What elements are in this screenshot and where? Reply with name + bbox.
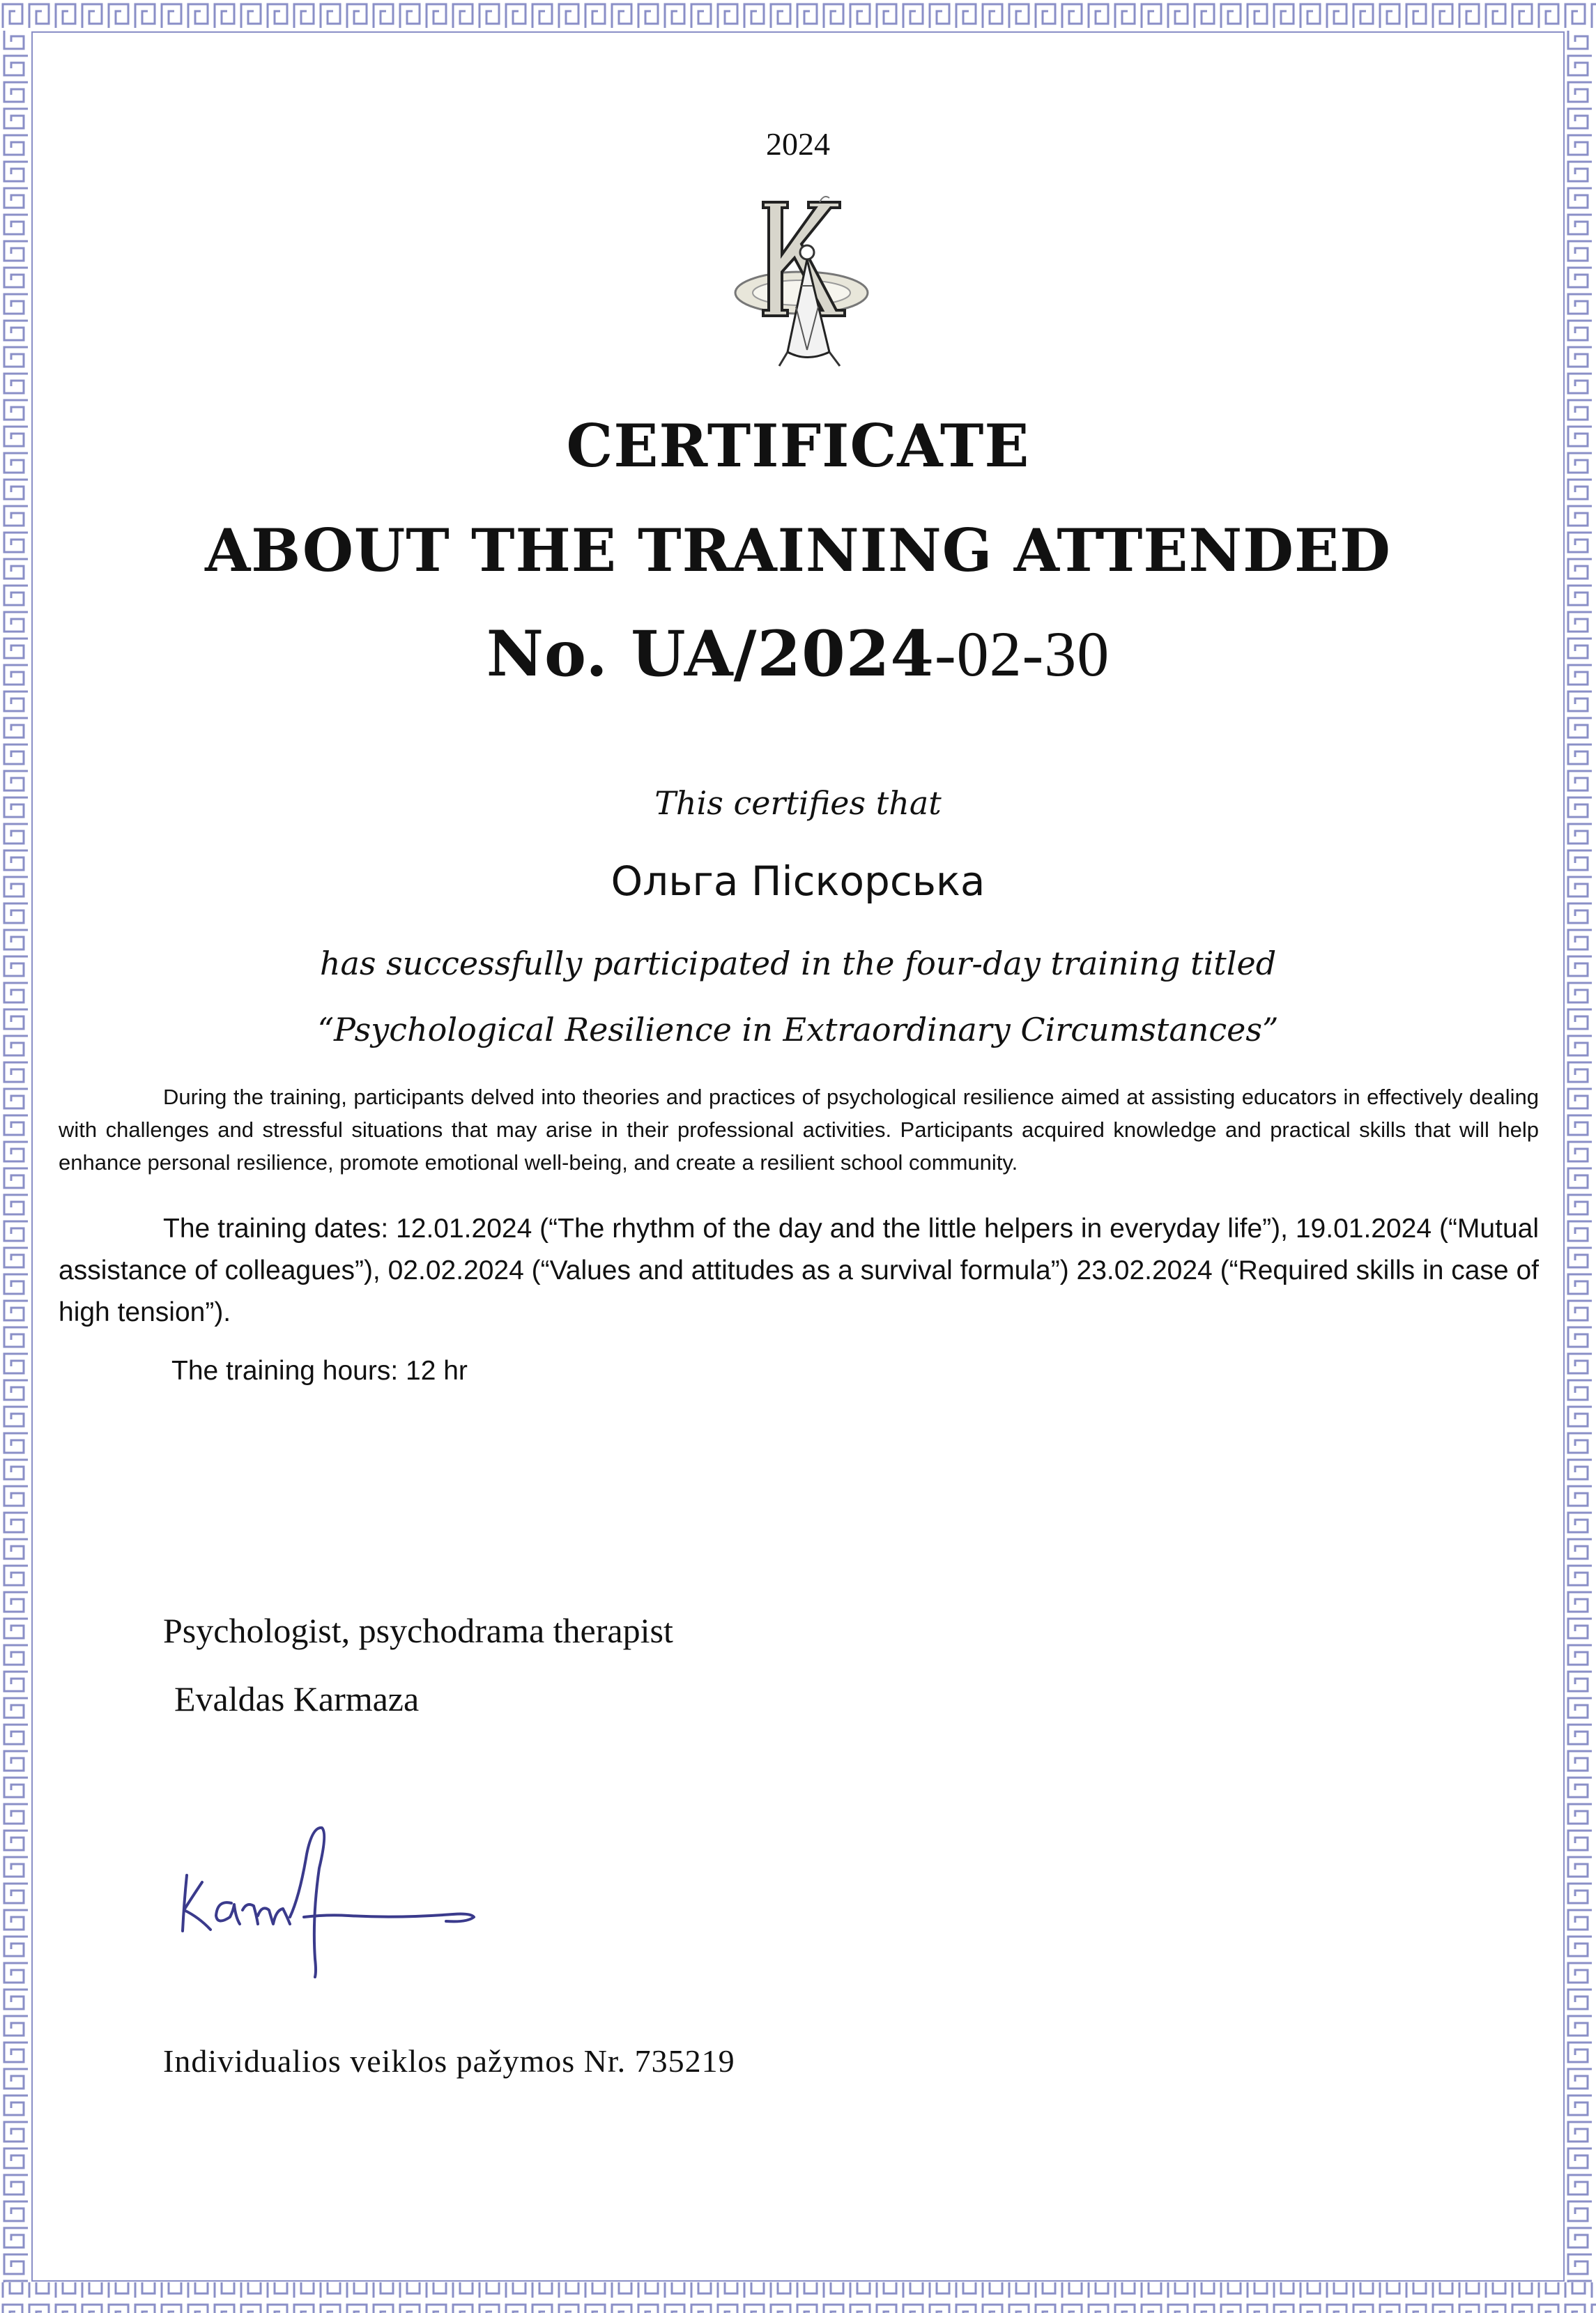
license-number: Individualios veiklos pažymos Nr. 735219 — [163, 2043, 735, 2079]
certificate-subtitle: ABOUT THE TRAINING ATTENDED — [205, 516, 1391, 585]
certificate-number-prefix: No. UA/2024 — [486, 617, 935, 691]
participated-text: has successfully participated in the four-day training titled — [319, 945, 1277, 982]
certificate-title: CERTIFICATE — [566, 411, 1030, 480]
certificate-number — [0, 617, 1596, 691]
certificate-number-suffix: -02-30 — [935, 618, 1110, 689]
certifies-text: This certifies that — [654, 784, 942, 822]
training-title: “Psychological Resilience in Extraordinary Circumstances” — [317, 1011, 1279, 1048]
certificate-year: 2024 — [766, 126, 830, 162]
training-hours: The training hours: 12 hr — [171, 1356, 468, 1386]
participant-name: Ольга Піскорська — [611, 857, 985, 905]
signature-icon — [167, 1812, 488, 1980]
signer-name: Evaldas Karmaza — [174, 1679, 420, 1718]
k-logo-icon — [718, 188, 885, 376]
signer-role: Psychologist, psychodrama therapist — [163, 1611, 673, 1650]
training-dates: The training dates: 12.01.2024 (“The rhythm of the day and the little helpers in everyday life”), 19.01.2024 (“Mutual assistance of colleagues”), 02.02.2024 (“Values and attitudes as a survival formula”) 23.02.2024 (“Required skills in case of high tension”). — [59, 1214, 1539, 1327]
training-description: During the training, participants delved into theories and practices of psychological resilience aimed at assisting educators in effectively dealing with challenges and stressful situations that may arise in their professional activities. Participants acquired knowledge and practical skills that will help enhance personal resilience, promote emotional well-being, and create a resilient school community. — [59, 1085, 1539, 1175]
